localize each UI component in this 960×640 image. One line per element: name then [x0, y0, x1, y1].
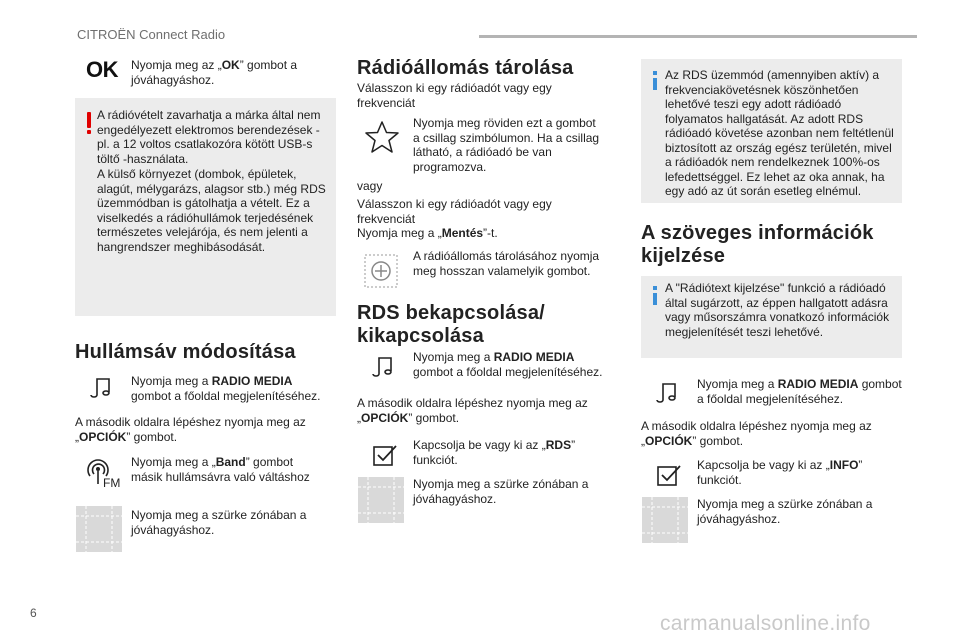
star-icon [364, 119, 400, 155]
para-select-1: Válasszon ki egy rádióadót vagy egy frekvenciát [357, 81, 552, 110]
grey-zone-icon [76, 506, 122, 552]
ok-instruction: Nyomja meg az „OK” gombot a jóváhagyáshoz. [131, 58, 298, 87]
checkbox-icon [372, 444, 398, 468]
step-rds-toggle: Kapcsolja be vagy ki az „RDS” funkciót. [413, 438, 576, 467]
warning-icon [87, 112, 91, 128]
info-icon [653, 78, 657, 90]
ok-icon: OK [86, 57, 118, 82]
header-divider [479, 35, 917, 38]
warning-box [75, 98, 336, 316]
fm-label: FM [103, 476, 121, 490]
info-box-rds [641, 59, 902, 203]
para-options: A második oldalra lépéshez nyomja meg az „OPCIÓK” gombot. [75, 415, 306, 444]
add-preset-icon [364, 254, 398, 288]
info-box-radiotext [641, 276, 902, 358]
warning-text-1: A rádióvételt zavarhatja a márka által nem engedélyezett elektromos berendezések -pl. a 12 voltos csatlakozóra kötött USB-s töltő -használata. [97, 108, 321, 166]
step-info-confirm: Nyomja meg a szürke zónában a jóváhagyáshoz. [697, 497, 873, 526]
info-icon-dot [653, 286, 657, 290]
info-rds-text: Az RDS üzemmód (amennyiben aktív) a frekvenciakövetésnek köszönhetően lehetővé teszi egy adott rádióadó folyamatos hallgatását. Az adott RDS rádióadó követése azonban nem feltétlenül biztosított az ország egész területén, mivel a rádióadók nem rendelkeznek 100%-os lefedettséggel. Ez lehet az oka annak, ha egy adó az út során esetleg elnémul. [665, 68, 894, 198]
para-select-2: Válasszon ki egy rádióadót vagy egy frekvenciát [357, 197, 552, 226]
step-band: Nyomja meg a „Band” gombot másik hullámsávra való váltáshoz [131, 455, 310, 484]
header-title: CITROËN Connect Radio [77, 27, 226, 42]
info-icon [653, 293, 657, 305]
grey-zone-icon [642, 497, 688, 543]
para-save: Nyomja meg a „Mentés”-t. [357, 226, 498, 240]
step-info-toggle: Kapcsolja be vagy ki az „INFO” funkciót. [697, 458, 863, 487]
heading-band: Hullámsáv módosítása [75, 341, 296, 363]
step-rds-confirm: Nyomja meg a szürke zónában a jóváhagyáshoz. [413, 477, 589, 506]
para-rds-options: A második oldalra lépéshez nyomja meg az „OPCIÓK” gombot. [357, 396, 588, 425]
music-note-icon [86, 373, 114, 401]
info-radiotext-text: A "Rádiótext kijelzése" funkció a rádióadó által sugárzott, az éppen hallgatott adásra vagy műsorszámra vonatkozó információk megjelenítését teszi lehetővé. [665, 281, 890, 339]
step-star: Nyomja meg röviden ezt a gombot a csillag szimbólumon. Ha a csillag látható, a rádióadó be van programozva. [413, 116, 600, 174]
warning-text-2: A külső környezet (dombok, épületek, alagút, mélygarázs, alagsor stb.) még RDS üzemmódban is gátolhatja a vételt. Ez a viselkedés a rádióhullámok terjedésének természetes velejárója, és nem jelenti a hangrendszer meghibásodását. [97, 167, 326, 254]
music-note-icon [368, 352, 396, 380]
para-or: vagy [357, 179, 383, 193]
info-icon-dot [653, 71, 657, 75]
step-long-press: A rádióállomás tárolásához nyomja meg hosszan valamelyik gombot. [413, 249, 600, 278]
watermark: carmanualsonline.info [660, 612, 871, 635]
music-note-icon [652, 378, 680, 406]
grey-zone-icon [358, 477, 404, 523]
step-rds-radio-media: Nyomja meg a RADIO MEDIA gombot a főoldal megjelenítéséhez. [413, 350, 603, 379]
checkbox-icon [656, 464, 682, 488]
heading-text-info: A szöveges információk kijelzése [641, 222, 874, 267]
heading-rds: RDS bekapcsolása/ kikapcsolása [357, 302, 545, 347]
heading-store: Rádióállomás tárolása [357, 57, 574, 79]
step-confirm: Nyomja meg a szürke zónában a jóváhagyáshoz. [131, 508, 307, 537]
step-info-radio-media: Nyomja meg a RADIO MEDIA gombot a főoldal megjelenítéséhez. [697, 377, 902, 406]
page-number: 6 [30, 606, 37, 620]
warning-icon-dot [87, 130, 91, 134]
para-info-options: A második oldalra lépéshez nyomja meg az „OPCIÓK” gombot. [641, 419, 872, 448]
step-radio-media: Nyomja meg a RADIO MEDIA gombot a főoldal megjelenítéséhez. [131, 374, 321, 403]
